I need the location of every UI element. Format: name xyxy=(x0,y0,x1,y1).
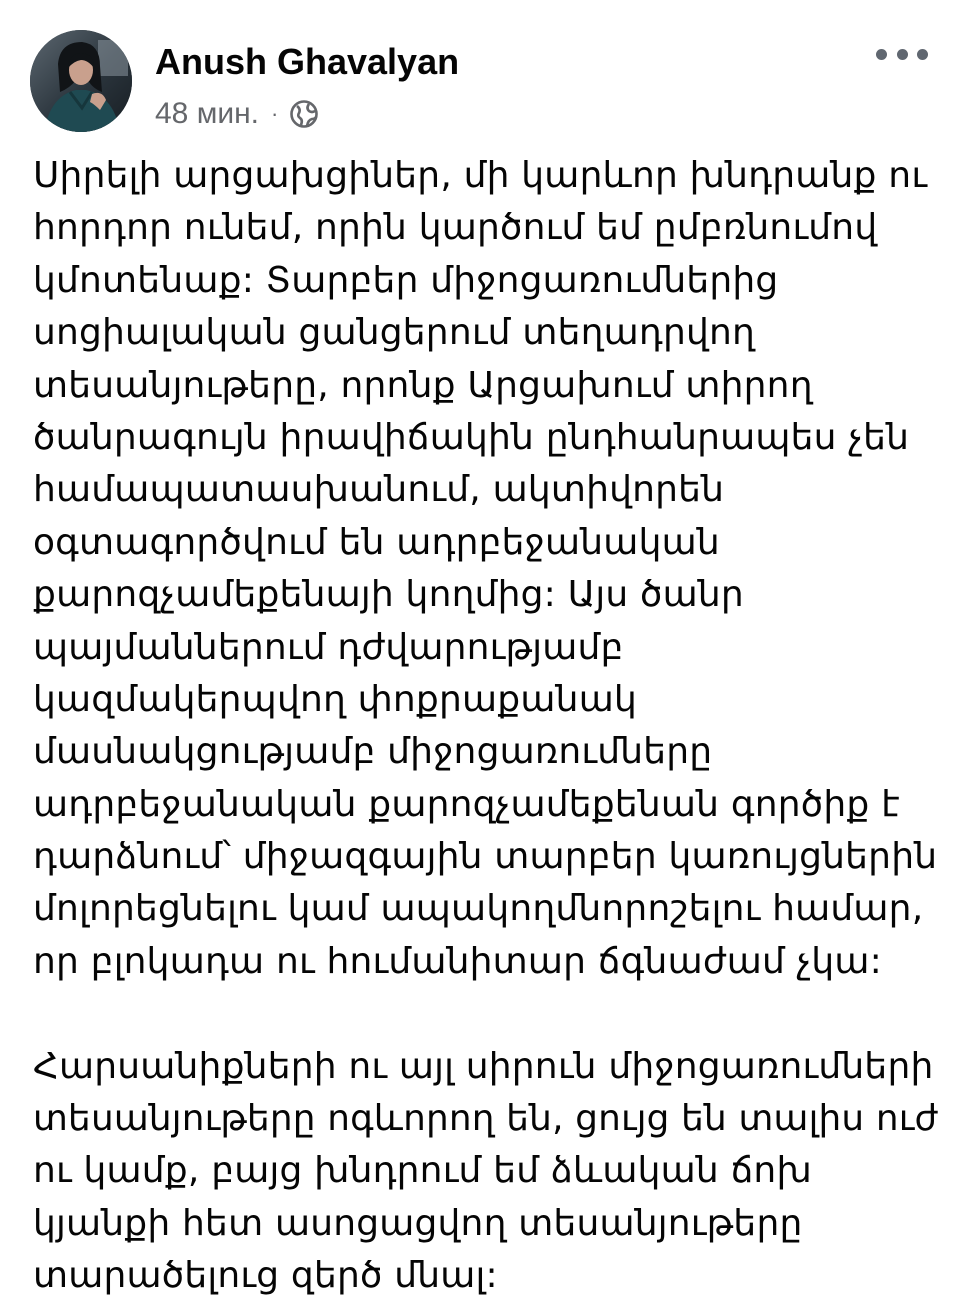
paragraph-gap xyxy=(33,988,938,1040)
post-timestamp[interactable]: 48 мин. xyxy=(155,97,259,130)
post-text-line: սոցիալական ցանցերում տեղադրվող xyxy=(33,312,756,354)
post-text-line: կազմակերպվող փոքրաքանակ xyxy=(33,678,637,720)
post-text-line: կյանքի հետ ասոցացվող տեսանյութերը xyxy=(33,1202,803,1244)
post-text-line: մասնակցությամբ միջոցառումները xyxy=(33,731,713,773)
globe-icon[interactable] xyxy=(288,98,320,130)
post-meta xyxy=(155,94,320,134)
post-text-line: մոլորեցնելու կամ ապակողմնորոշելու համար, xyxy=(33,888,924,930)
post-text-line: քարոզչամեքենայի կողմից: Այս ծանր xyxy=(33,574,744,616)
post-message xyxy=(33,150,938,1303)
post-text-line: ծանրագույն իրավիճակին ընդհանրապես չեն xyxy=(33,416,910,458)
avatar[interactable] xyxy=(30,30,132,132)
more-options-button[interactable] xyxy=(876,44,928,64)
post-text-line: համապատասխանում, ակտիվորեն xyxy=(33,469,725,511)
more-horizontal-icon xyxy=(876,49,887,60)
profile-photo xyxy=(30,30,132,132)
post-text-line: ադրբեջանական քարոզչամեքենան գործիք է xyxy=(33,783,900,825)
post-header xyxy=(30,30,930,134)
post-text-line: Հարսանիքների ու այլ սիրուն միջոցառումների xyxy=(33,1045,934,1087)
post-text-line: ու կամք, բայց խնդրում եմ ձևական ճոխ xyxy=(33,1150,812,1192)
post-text-line: որ բլոկադա ու հումանիտար ճգնաժամ չկա: xyxy=(33,940,883,982)
author-name[interactable]: Anush Ghavalyan xyxy=(155,41,460,82)
post-text-line: օգտագործվում են ադրբեջանական xyxy=(33,521,720,563)
post-text-line: Սիրելի արցախցիներ, մի կարևոր խնդրանք ու xyxy=(33,155,928,196)
post-text-line: տարածելուց զերծ մնալ: xyxy=(33,1255,498,1297)
meta-separator: · xyxy=(271,101,279,126)
post-text-line: տեսանյութերը ոգևորող են, ցույց են տալիս ուժ xyxy=(33,1098,939,1140)
post-text-line: դարձնում՝ միջազգային տարբեր կառույցներին xyxy=(33,836,938,878)
post-text-line: հորդոր ունեմ, որին կարծում եմ ըմբռնումով xyxy=(33,207,878,249)
post-text-line: կմոտենաք: Տարբեր միջոցառումներից xyxy=(33,259,779,301)
post-text-line: պայմաններում դժվարությամբ xyxy=(33,626,624,668)
post-text-line: տեսանյութերը, որոնք Արցախում տիրող xyxy=(33,364,813,406)
